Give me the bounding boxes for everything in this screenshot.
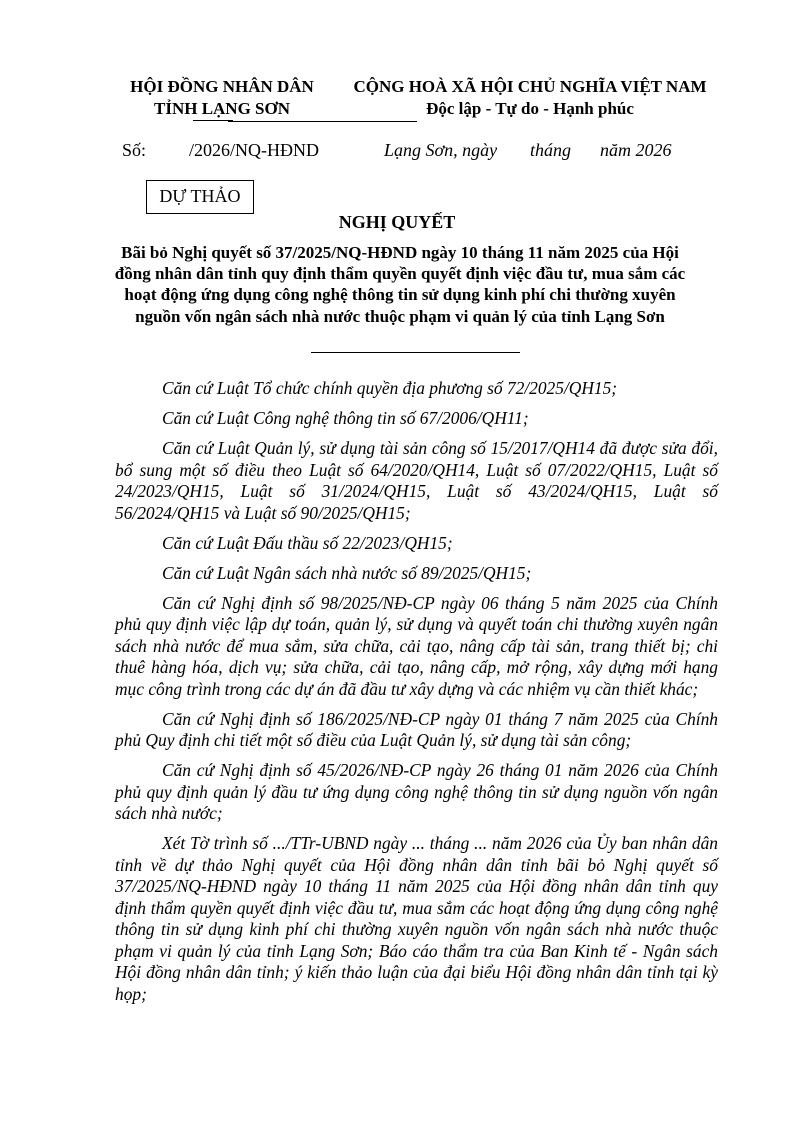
paragraph: Xét Tờ trình số .../TTr-UBND ngày ... tháng ... năm 2026 của Ủy ban nhân dân tỉnh về dự thảo Nghị quyết của Hội đồng nhân dân tỉnh bãi bỏ Nghị quyết số 37/2025/NQ-HĐND ngày 10 tháng 11 năm 2025 của Hội đồng nhân dân tỉnh quy định thẩm quyền quyết định việc đầu tư, mua sắm các hoạt động ứng dụng công nghệ thông tin sử dụng kinh phí chi thường xuyên nguồn vốn ngân sách nhà nước thuộc phạm vi quản lý của tỉnh Lạng Sơn; Báo cáo thẩm tra của Ban Kinh tế - Ngân sách Hội đồng nhân dân tỉnh; ý kiến thảo luận của đại biểu Hội đồng nhân dân tỉnh tại kỳ họp;	[115, 833, 718, 1004]
authority-line-2: TỈNH LẠNG SƠN	[153, 99, 291, 118]
paragraph: Căn cứ Luật Ngân sách nhà nước số 89/2025/QH15;	[162, 562, 532, 583]
motto-underline	[228, 121, 417, 122]
authority-underline	[193, 120, 233, 121]
paragraph: Căn cứ Luật Công nghệ thông tin số 67/2006/QH11;	[162, 408, 529, 428]
paragraph: Căn cứ Luật Đấu thầu số 22/2023/QH15;	[162, 532, 453, 553]
document-number-label: Số:	[122, 140, 147, 160]
document-number: /2026/NQ-HĐND	[189, 140, 319, 160]
legal-bases	[115, 378, 718, 1014]
national-heading	[340, 76, 720, 120]
paragraph: Căn cứ Luật Tổ chức chính quyền địa phương số 72/2025/QH15;	[162, 378, 618, 398]
draft-stamp: DỰ THẢO	[146, 180, 254, 214]
authority-line-1: HỘI ĐỒNG NHÂN DÂN	[130, 77, 314, 96]
issuing-authority	[122, 76, 322, 120]
subtitle-underline	[311, 352, 520, 353]
national-motto: Độc lập - Tự do - Hạnh phúc	[426, 99, 634, 118]
paragraph: Căn cứ Nghị định số 186/2025/NĐ-CP ngày 01 tháng 7 năm 2025 của Chính phủ Quy định chi tiết một số điều của Luật Quản lý, sử dụng tài sản công;	[115, 708, 718, 750]
date-month: tháng	[530, 140, 572, 160]
paragraph: Căn cứ Luật Quản lý, sử dụng tài sản công số 15/2017/QH14 đã được sửa đổi, bổ sung một số điều theo Luật số 64/2020/QH14, Luật số 07/2022/QH15, Luật số 24/2023/QH15, Luật số 31/2024/QH15, Luật số 43/2024/QH15, Luật số 56/2024/QH15 và Luật số 90/2025/QH15;	[115, 438, 718, 523]
national-name: CỘNG HOÀ XÃ HỘI CHỦ NGHĨA VIỆT NAM	[353, 77, 707, 96]
document-subtitle: Bãi bỏ Nghị quyết số 37/2025/NQ-HĐND ngày 10 tháng 11 năm 2025 của Hội đồng nhân dân tỉnh quy định thẩm quyền quyết định việc đầu tư, mua sắm các hoạt động ứng dụng công nghệ thông tin sử dụng kinh phí chi thường xuyên nguồn vốn ngân sách nhà nước thuộc phạm vi quản lý của tỉnh Lạng Sơn	[114, 243, 686, 326]
paragraph: Căn cứ Nghị định số 45/2026/NĐ-CP ngày 26 tháng 01 năm 2026 của Chính phủ quy định quản lý đầu tư ứng dụng công nghệ thông tin sử dụng nguồn vốn ngân sách nhà nước;	[115, 760, 718, 823]
document-title: NGHỊ QUYẾT	[338, 212, 456, 232]
paragraph: Căn cứ Nghị định số 98/2025/NĐ-CP ngày 06 tháng 5 năm 2025 của Chính phủ quy định việc lập dự toán, quản lý, sử dụng và quyết toán chi thường xuyên ngân sách nhà nước để mua sắm, sửa chữa, cải tạo, nâng cấp tài sản, trang thiết bị; chi thuê hàng hóa, dịch vụ; sửa chữa, cải tạo, nâng cấp, mở rộng, xây dựng mới hạng mục công trình trong các dự án đã đầu tư xây dựng và các nhiệm vụ cần thiết khác;	[115, 592, 718, 699]
date-year: năm 2026	[600, 140, 672, 160]
place-date: Lạng Sơn, ngày	[384, 140, 498, 160]
